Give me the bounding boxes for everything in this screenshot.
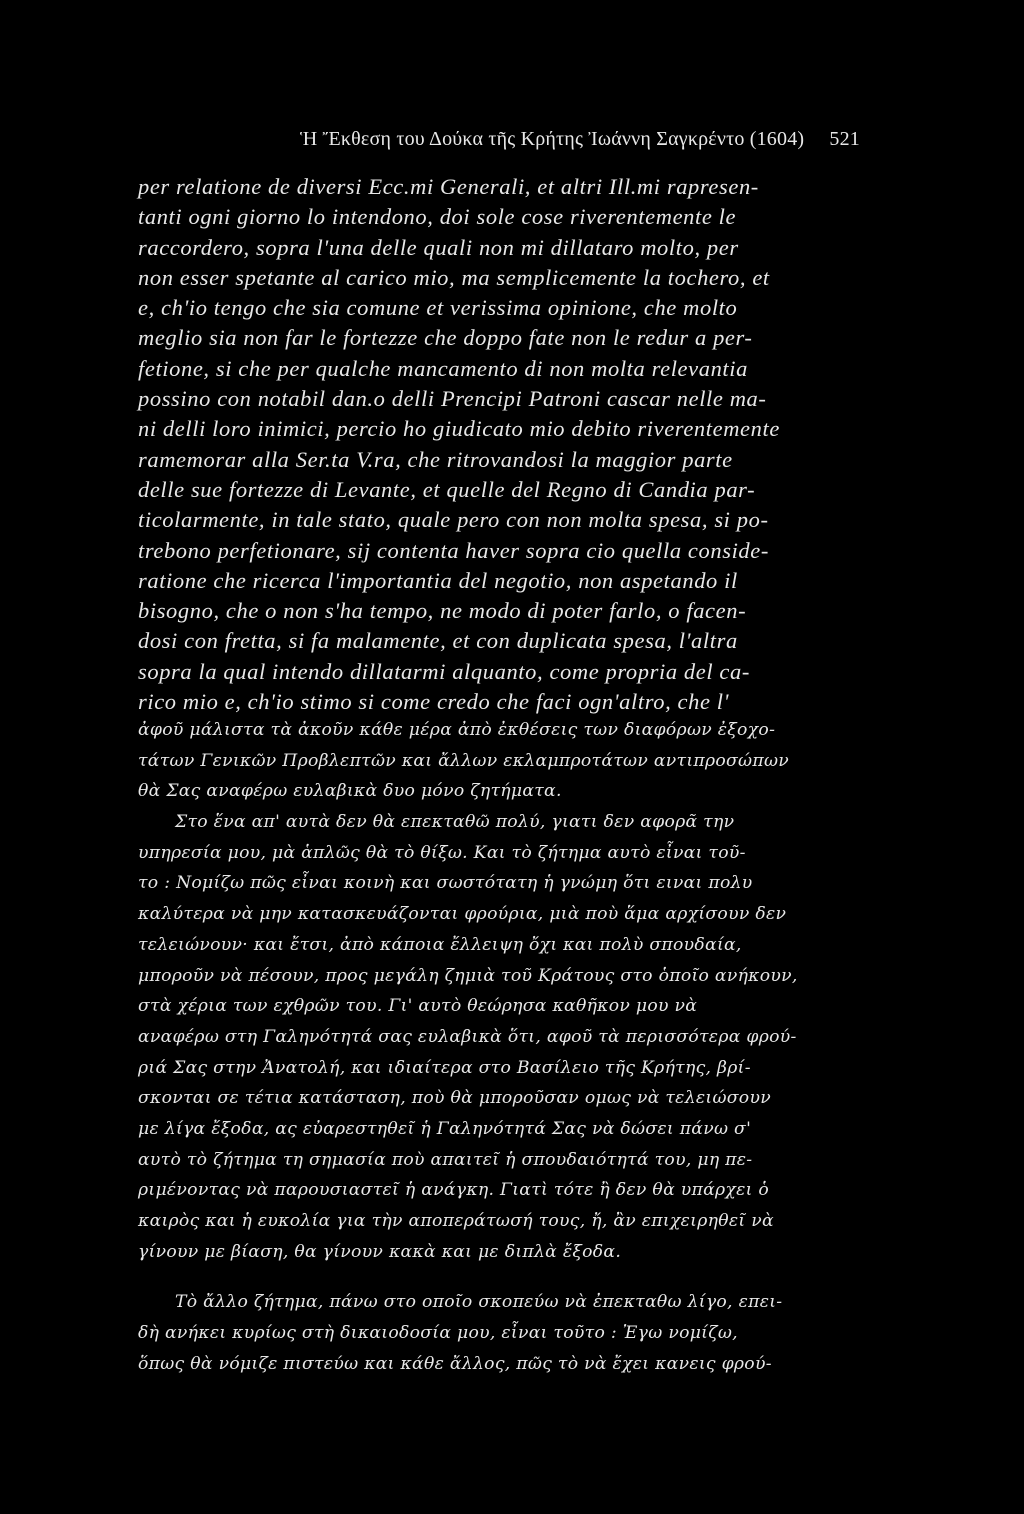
text-line: ratione che ricerca l'importantia del negotio, non aspetando il [138,567,738,593]
text-line: raccordero, sopra l'una delle quali non mi dillataro molto, per [138,234,739,260]
text-line: ramemorar alla Ser.ta V.ra, che ritrovandosi la maggior parte [138,446,733,472]
text-line: bisogno, che o non s'ha tempo, ne modo di poter farlo, o facen- [138,598,747,624]
text-line: tanti ogni giorno lo intendono, doi sole cose riverentemente le [138,204,737,230]
text-line: sopra la qual intendo dillatarmi alquanto, come propria del ca- [138,658,750,684]
text-line: ni delli loro inimici, percio ho giudicato mio debito riverentemente [138,416,780,442]
greek-translation-text [138,715,888,1379]
running-head [300,128,860,156]
text-line: στὰ χέρια των εχθρῶν του. Γι' αυτὸ θεώρησα καθῆκον μου νὰ [138,996,698,1017]
text-line: trebono perfetionare, sij contenta haver sopra cio quella conside- [138,537,769,563]
text-line: meglio sia non far le fortezze che doppo fate non le redur a per- [138,325,753,351]
text-line: αναφέρω στη Γαληνότητά σας ευλαβικὰ ὅτι, αφοῦ τὰ περισσότερα φρού- [138,1026,797,1047]
text-line: σκονται σε τέτια κατάσταση, ποὺ θὰ μποροῦσαν ομως νὰ τελειώσουν [138,1088,771,1109]
page-number: 521 [829,128,860,150]
text-line: ριά Σας στην Ἀνατολή, και ιδιαίτερα στο Βασίλειο τῆς Κρήτης, βρί- [138,1057,751,1078]
text-line: με λίγα ἔξοδα, ας εὐαρεστηθεῖ ἡ Γαληνότητά Σας νὰ δώσει πάνω σ' [138,1118,752,1139]
text-line: ὅπως θὰ νόμιζε πιστεύω και κάθε ἄλλος, πῶς τὸ νὰ ἔχει κανεις φρού- [138,1353,772,1374]
text-line: υπηρεσία μου, μὰ ἁπλῶς θὰ τὸ θίξω. Και τὸ ζήτημα αυτὸ εἶναι τοῦ- [138,842,746,863]
text-line: possino con notabil dan.o delli Prencipi Patroni cascar nelle ma- [138,386,767,412]
text-line: rico mio e, ch'io stimo si come credo che faci ogn'altro, che l' [138,689,730,715]
text-line: δὴ ανήκει κυρίως στὴ δικαιοδοσία μου, εἶναι τοῦτο : Ἐγω νομίζω, [138,1323,738,1344]
text-line: τάτων Γενικῶν Προβλεπτῶν και ἄλλων εκλαμπροτάτων αντιπροσώπων [138,750,790,771]
text-line: γίνουν με βίαση, θα γίνουν κακὰ και με διπλὰ ἔξοδα. [138,1241,622,1262]
text-line: Τὸ ἄλλο ζήτημα, πάνω στο οποῖο σκοπεύω νὰ ἐπεκταθω λίγο, επει- [175,1292,783,1313]
text-line: per relatione de diversi Ecc.mi Generali, et altri Ill.mi rapresen- [138,174,759,199]
running-head-title: Ἡ Ἔκθεση του Δούκα τῆς Κρήτης Ἰωάννη Σαγκρέντο (1604) [300,128,805,150]
text-line: μποροῦν νὰ πέσουν, προς μεγάλη ζημιὰ τοῦ Κράτους στο ὁποῖο ανήκουν, [138,965,798,986]
text-line: ticolarmente, in tale stato, quale pero con non molta spesa, si po- [138,507,769,533]
text-line: delle sue fortezze di Levante, et quelle del Regno di Candia par- [138,476,756,502]
text-line: ριμένοντας νὰ παρουσιαστεῖ ἡ ανάγκη. Γιατὶ τότε ἢ δεν θὰ υπάρχει ὁ [138,1180,770,1201]
italian-original-text [138,172,888,717]
text-line: καιρὸς και ἡ ευκολία για τὴν αποπεράτωσή τους, ἤ, ἂν επιχειρηθεῖ νὰ [138,1211,774,1231]
text-line: Στο ἕνα απ' αυτὰ δεν θὰ επεκταθῶ πολύ, γιατι δεν αφορᾶ την [175,812,735,833]
text-line: καλύτερα νὰ μην κατασκευάζονται φρούρια, μιὰ ποὺ ἅμα αρχίσουν δεν [138,904,787,925]
text-line: το : Νομίζω πῶς εἶναι κοινὴ και σωστότατη ἡ γνώμη ὅτι ειναι πολυ [138,873,753,894]
text-line: fetione, si che per qualche mancamento di non molta relevantia [138,355,748,381]
text-line: dosi con fretta, si fa malamente, et con duplicata spesa, l'altra [138,628,738,654]
text-line: e, ch'io tengo che sia comune et verissima opinione, che molto [138,295,738,321]
text-line: τελειώνουν· και ἔτσι, ἀπὸ κάποια ἔλλειψη ὄχι και πολὺ σπουδαία, [138,934,742,955]
text-line: ἀφοῦ μάλιστα τὰ ἀκοῦν κάθε μέρα ἀπὸ ἐκθέσεις των διαφόρων ἐξοχο- [138,720,776,740]
text-line: non esser spetante al carico mio, ma semplicemente la tochero, et [138,264,770,290]
text-line: θὰ Σας αναφέρω ευλαβικὰ δυο μόνο ζητήματα. [138,781,562,802]
text-line: αυτὸ τὸ ζήτημα τη σημασία ποὺ απαιτεῖ ἡ σπουδαιότητά του, μη πε- [138,1149,753,1170]
